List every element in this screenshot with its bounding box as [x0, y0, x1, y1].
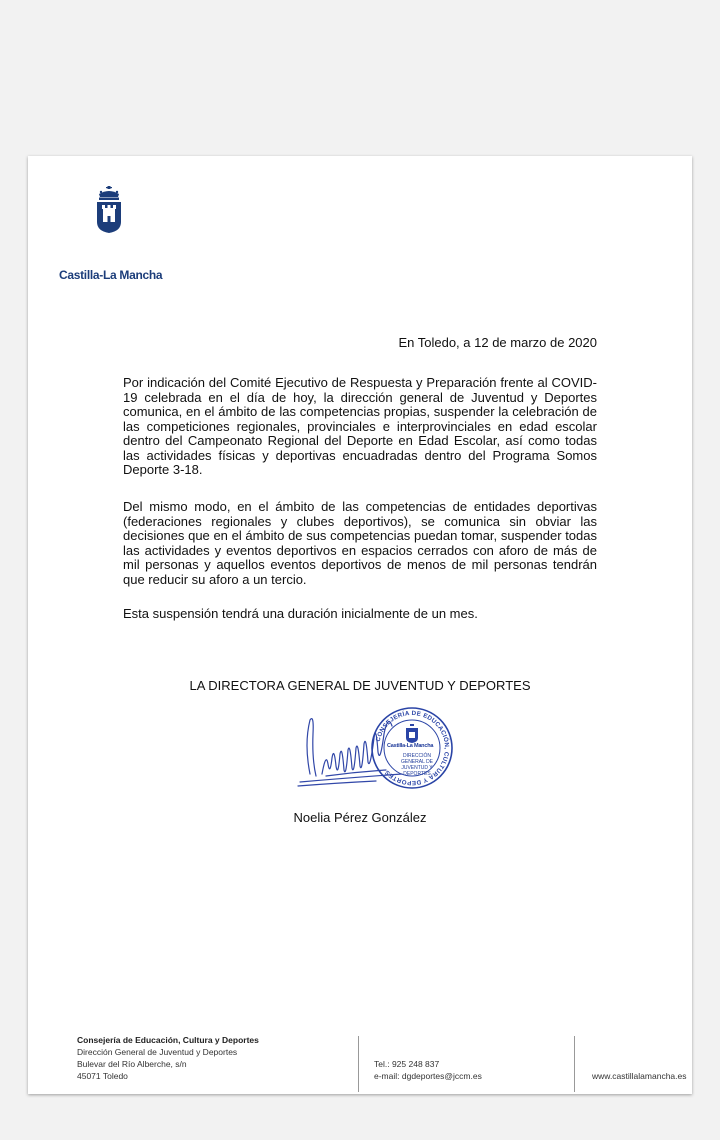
letter-footer	[28, 1034, 692, 1094]
footer-divider	[574, 1036, 575, 1092]
official-stamp	[370, 706, 454, 790]
signer-title: LA DIRECTORA GENERAL DE JUVENTUD Y DEPORTES	[189, 678, 531, 693]
paragraph-2: Del mismo modo, en el ámbito de las competencias de entidades deportivas (federaciones regionales y clubes deportivos), se comunica sin obviar las decisiones que en el ámbito de sus competencias puedan tomar, suspender todas las actividades y eventos deportivos en espacios cerrados con aforo de más de mil personas y aquellos eventos deportivos de menos de mil personas tendrán que reducir su aforo a un tercio.	[123, 499, 597, 587]
footer-address-block	[77, 1034, 259, 1082]
footer-divider	[358, 1036, 359, 1092]
castilla-la-mancha-logo	[58, 186, 168, 282]
stamp-brand: Castilla-La Mancha	[387, 743, 434, 749]
letter-page	[28, 156, 692, 1094]
paragraph-1: Por indicación del Comité Ejecutivo de Respuesta y Preparación frente al COVID-19 celebrada en el día de hoy, la dirección general de Juventud y Deportes comunica, en el ámbito de las competencias propias, suspender la celebración de las competiciones regionales, provinciales e interprovinciales en edad escolar dentro del Campeonato Regional del Deporte en Edad Escolar, así como todas las actividades físicas y deportivas encuadradas dentro del Programa Somos Deporte 3-18.	[123, 375, 597, 477]
paragraph-3: Esta suspensión tendrá una duración inicialmente de un mes.	[123, 606, 478, 621]
logo-wordmark: Castilla-La Mancha	[59, 268, 163, 282]
crown-shield-icon	[94, 186, 124, 234]
footer-email[interactable]: e-mail: dgdeportes@jccm.es	[374, 1071, 482, 1081]
letter-date: En Toledo, a 12 de marzo de 2020	[398, 335, 597, 350]
footer-phone: Tel.: 925 248 837	[374, 1059, 440, 1069]
stamp-ring-text: CONSEJERÍA DE EDUCACIÓN, CULTURA Y DEPORTES	[374, 709, 451, 787]
footer-address-line1: Bulevar del Río Alberche, s/n	[77, 1059, 187, 1069]
footer-website[interactable]: www.castillalamancha.es	[592, 1071, 687, 1081]
footer-dept: Dirección General de Juventud y Deportes	[77, 1047, 238, 1057]
signer-name: Noelia Pérez González	[293, 810, 427, 825]
footer-org: Consejería de Educación, Cultura y Deportes	[77, 1035, 259, 1045]
footer-address-line2: 45071 Toledo	[77, 1071, 128, 1081]
footer-contact-block	[374, 1058, 482, 1082]
stamp-text: DIRECCIÓN GENERAL DE JUVENTUD Y DEPORTES	[400, 753, 434, 777]
